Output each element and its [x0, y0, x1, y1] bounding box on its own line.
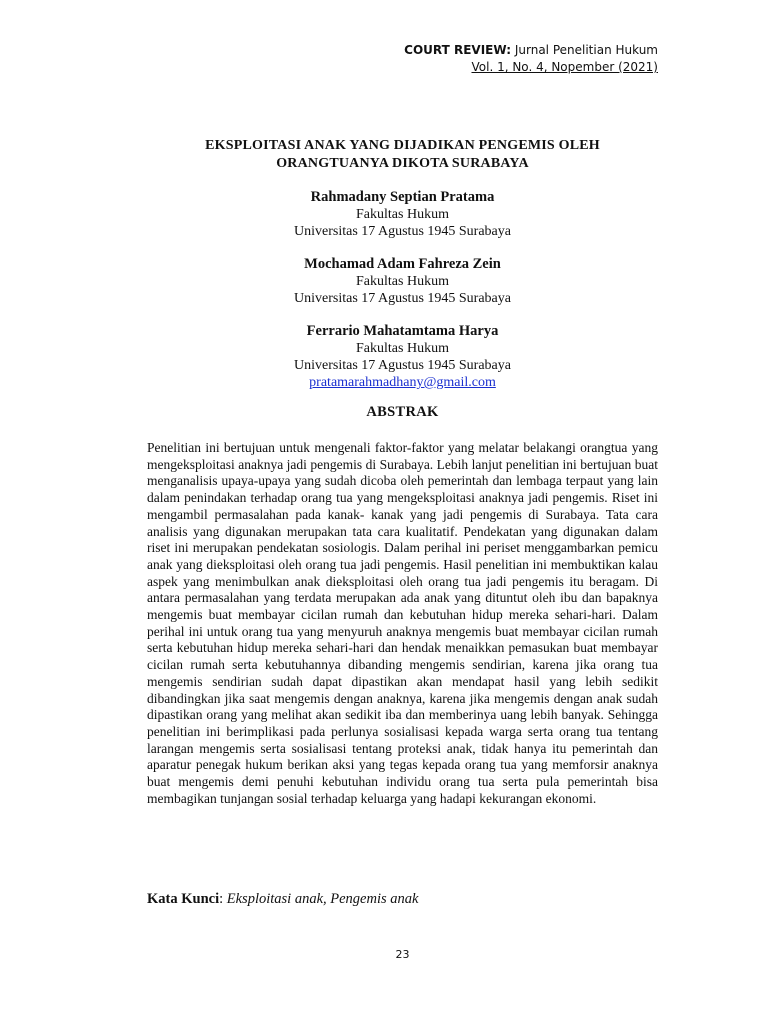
abstract-body: Penelitian ini bertujuan untuk mengenali faktor-faktor yang melatar belakangi orangtua yang mengeksploitasi anaknya jadi pengemis di Surabaya. Lebih lanjut penelitian ini bertujuan buat menganalisis upaya-upaya yang sudah dicoba oleh pemerintah dan lembaga terpaut yang lain dalam penindakan terhadap orang tua yang mengeksploitasi anaknya jadi pengemis. Riset ini mengambil permasalahan pada kanak- kanak yang jadi pengemis di Surabaya. Tata cara analisis yang digunakan merupakan tata cara kualitatif. Pendekatan yang digunakan dalam riset ini merupakan pendekatan sosiologis. Dalam perihal ini periset menggambarkan pemicu anak yang dieksploitasi oleh orang tua jadi pengemis. Hasil penelitian ini membuktikan kalau aspek yang menimbulkan anak dieksploitasi oleh orang tua jadi pengemis itu beragam. Di antara permasalahan yang terdata merupakan ada anak yang dituntut oleh ibu dan bapaknya mengemis buat membayar cicilan rumah dan kebutuhan hidup mereka sehari-hari. Dalam perihal ini untuk orang tua yang menyuruh anaknya mengemis buat membayar cicilan rumah serta kebutuhan hidup mereka sehari-hari dan hendak menaikkan pemasukan buat membayar cicilan rumah serta kebutuhannya dibanding mengemis sendirian, karena jika orang tua mengemis sendirian sudah dapat dipastikan akan mendapat hasil yang lebih sedikit dibandingkan jika saat mengemis dengan anaknya, karena jika mengemis dengan anak sudah dipastikan orang yang melihat akan sedikit iba dan memberinya uang lebih banyak. Sehingga penelitian ini berimplikasi pada perlunya sosialisasi kepada warga serta orang tua tentang larangan mengemis serta sosialisasi tentang proteksi anak, tidak hanya itu pemerintah dan aparatur penegak hukum berikan aksi yang tegas kepada orang tua yang memforsir anaknya buat mengemis demi penuhi kebutuhan individu orang tua serta pula pemerintah bisa membagikan tunjangan sosial terhadap keluarga yang hadapi kekurangan ekonomi.: [147, 440, 658, 806]
journal-name: COURT REVIEW:: [404, 43, 512, 57]
author-name: Ferrario Mahatamtama Harya: [306, 323, 499, 339]
keywords-label: Kata Kunci: [147, 891, 220, 907]
author-university: Universitas 17 Agustus 1945 Surabaya: [294, 358, 511, 373]
paper-title-line-1: EKSPLOITASI ANAK YANG DIJADIKAN PENGEMIS OLEH: [205, 138, 600, 153]
paper-title-line-2: ORANGTUANYA DIKOTA SURABAYA: [276, 156, 529, 171]
author-block: [140, 189, 665, 240]
paper-title: [140, 137, 665, 173]
keywords: [147, 891, 418, 908]
journal-subtitle: Jurnal Penelitian Hukum: [514, 43, 658, 57]
keywords-values: Eksploitasi anak, Pengemis anak: [226, 891, 419, 907]
author-name: Rahmadany Septian Pratama: [310, 189, 495, 205]
author-faculty: Fakultas Hukum: [356, 274, 449, 289]
author-block: [140, 256, 665, 307]
keywords-separator: :: [219, 891, 227, 907]
author-name: Mochamad Adam Fahreza Zein: [304, 256, 501, 272]
author-faculty: Fakultas Hukum: [356, 207, 449, 222]
journal-volume: Vol. 1, No. 4, Nopember (2021): [471, 60, 658, 74]
author-faculty: Fakultas Hukum: [356, 341, 449, 356]
page-number: 23: [395, 948, 410, 961]
author-university: Universitas 17 Agustus 1945 Surabaya: [294, 291, 511, 306]
author-university: Universitas 17 Agustus 1945 Surabaya: [294, 224, 511, 239]
abstract-heading: ABSTRAK: [366, 404, 439, 420]
journal-header: [404, 42, 658, 76]
author-email-link[interactable]: pratamarahmadhany@gmail.com: [309, 375, 496, 390]
author-block: [140, 323, 665, 391]
journal-title-line: [404, 42, 658, 59]
